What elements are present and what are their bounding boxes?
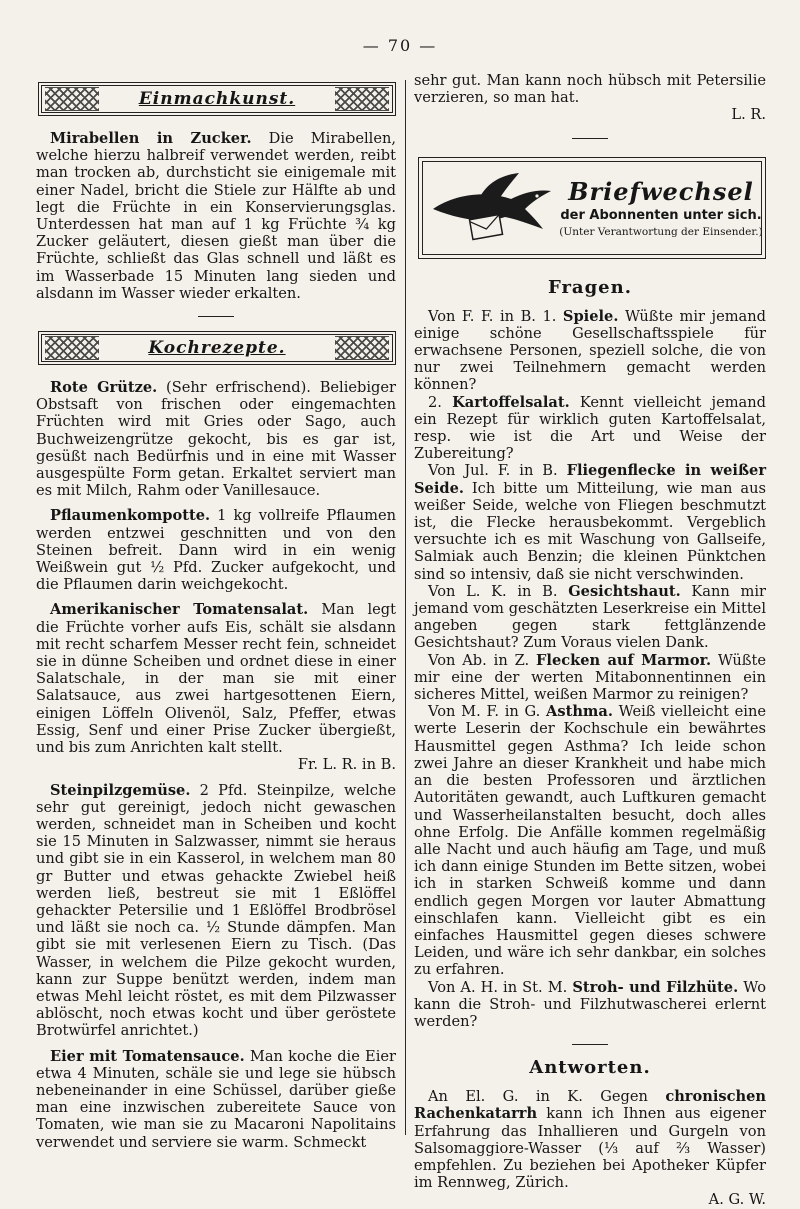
recipe-title: Eier mit Tomatensauce. (50, 1047, 245, 1065)
recipe-pflaumenkompotte: Pflaumenkompotte. 1 kg vollreife Pflaumen werden entzwei geschnitten und von den Steinen befreit. Dann wird in ein wenig Weißwein gut ½ Pfd. Zucker aufgekocht, und die Pflaumen darin weichgekocht. (36, 507, 396, 594)
signature: Fr. L. R. in B. (297, 756, 396, 774)
column-divider (405, 80, 406, 1135)
question-asthma: Von M. F. in G. Asthma. Weiß vielleicht eine werte Leserin der Kochschule ein bewährtes Hausmittel gegen Asthma? Ich leide schon zwei Jahre an dieser Krankheit und habe mich an die besten Professoren und ärztlichen Autoritäten gewandt, auch Luftkuren gemacht und Wasserheilanstalten besucht, doch alles ohne Erfolg. Die Anfälle kommen regelmäßig alle Nacht und auch häufig am Tage, und muß ich dann einige Stunden im Bette sitzen, wobei ich in starken Schweiß komme und dann endlich gegen Morgen vor lauter Abmattung einschlafen kann. Vielleicht gibt es ein einfaches Hausmittel gegen dieses schwere Leiden, und wäre ich sehr dankbar, ein solches zu erfahren. (414, 703, 766, 979)
briefwechsel-text (557, 177, 765, 238)
briefwechsel-header (418, 157, 766, 259)
briefwechsel-subtitle: der Abonnenten unter sich. (560, 208, 762, 224)
question-marmor: Von Ab. in Z. Flecken auf Marmor. Wüßte mir eine der werten Mitabonnentinnen ein sicheres Mittel, weißen Marmor zu reinigen? (414, 651, 766, 704)
separator-rule (572, 138, 608, 139)
section-title-einmachkunst: Einmachkunst. (138, 89, 296, 109)
recipe-steinpilzgemuese: Steinpilzgemüse. 2 Pfd. Steinpilze, welche sehr gut gereinigt, jedoch nicht gewaschen werden, schneidet man in Scheiben und kocht sie 15 Minuten in Salzwasser, nimmt sie heraus und gibt sie in ein Kasserol, in welchem man 80 gr Butter und etwas gehackte Zwiebel heiß werden ließ, bestreut sie mit 1 Eßlöffel gehackter Petersilie und 1 Eßlöffel Brodbrösel und läßt sie noch ca. ½ Stunde dämpfen. Man gibt sie mit verlesenen Eiern zu Tisch. (Das Wasser, in welchem die Pilze gekocht wurden, kann zur Suppe benützt werden, indem man etwas Mehl leicht röstet, es mit dem Pilzwasser ablöscht, noch etwas kocht und über geröstete Brotwürfel anrichtet.) (36, 781, 396, 1040)
question-gesichtshaut: Von L. K. in B. Gesichtshaut. Kann mir jemand vom geschätzten Leserkreise ein Mittel angeben gegen stark fettglänzende Gesichtshaut? Zum Voraus vielen Dank. (414, 582, 766, 652)
recipe-title: Steinpilzgemüse. (50, 781, 191, 799)
section-title-kochrezepte: Kochrezepte. (148, 338, 286, 359)
recipe-title: Rote Grütze. (50, 379, 158, 397)
recipe-title: Mirabellen in Zucker. (50, 130, 252, 147)
signature: A. G. W. (708, 1191, 766, 1209)
ornament-left-icon (45, 336, 99, 360)
separator-rule (198, 316, 234, 317)
separator-rule (572, 1044, 608, 1045)
einmachkunst-header (38, 82, 396, 116)
question-fliegenflecke: Von Jul. F. in B. Fliegenflecke in weißer Seide. Ich bitte um Mitteilung, wie man aus weißer Seide, welche von Fliegen beschmutzt ist, die Flecke herausbekommt. Vergeblich versuchte ich es mit Waschung von Gallseife, Salmiak auch Benzin; die kleinen Pünktchen sind so intensiv, daß sie nicht verschwinden. (414, 462, 767, 583)
section-title-fragen: Fragen. (547, 276, 632, 298)
recipe-title: Pflaumenkompotte. (50, 507, 211, 525)
ornament-left-icon (45, 87, 99, 111)
page-number: — 70 — (362, 36, 438, 55)
recipe-title: Amerikanischer Tomatensalat. (50, 601, 309, 619)
kochrezepte-header (38, 331, 396, 365)
ornament-right-icon (335, 336, 389, 360)
question-spiele: Von F. F. in B. 1. Spiele. Wüßte mir jemand einige schöne Gesellschaftsspiele für erwachsene Personen, speziell solche, die von nur zwei Teilnehmern gemacht werden können? (414, 307, 766, 394)
recipe-eier-tomatensauce: Eier mit Tomatensauce. Man koche die Eier etwa 4 Minuten, schäle sie und lege sie hübsch nebeneinander in eine Schüssel, darüber gieße man eine inzwischen zubereitete Sauce von Tomaten, wie man sie zu Macaroni Napolitains verwendet und serviere sie warm. Schmeckt (36, 1047, 396, 1151)
recipe-rote-gruetze: Rote Grütze. (Sehr erfrischend). Beliebiger Obstsaft von frischen oder eingemachten Früchten wird mit Gries oder Sago, auch Buchweizengrütze gekocht, bis es gar ist, gesüßt nach Bedürfnis und in eine mit Wasser ausgespülte Form getan. Erkaltet serviert man es mit Milch, Rahm oder Vanillesauce. (36, 379, 396, 500)
left-column (36, 72, 396, 1151)
briefwechsel-title: Briefwechsel (568, 177, 754, 207)
ornament-right-icon (335, 87, 389, 111)
section-title-antworten: Antworten. (529, 1057, 651, 1079)
signature: L. R. (731, 106, 766, 124)
answer-rachenkatarrh: An El. G. in K. Gegen chronischen Rachenkatarrh kann ich Ihnen aus eigener Erfahrung das Inhallieren und Gurgeln von Salsomaggiore-Wasser (⅓ auf ⅔ Wasser) empfehlen. Zu beziehen bei Apotheker Küpfer im Rennweg, Zürich. (414, 1088, 766, 1192)
question-strohhuete: Von A. H. in St. M. Stroh- und Filzhüte. Wo kann die Stroh- und Filzhutwascherei erlernt werden? (414, 978, 766, 1030)
question-kartoffelsalat: 2. Kartoffelsalat. Kennt vielleicht jemand ein Rezept für wirklich guten Kartoffelsalat, resp. wie ist die Art und Weise der Zubereitung? (414, 393, 766, 463)
briefwechsel-note: (Unter Verantwortung der Einsender.) (559, 226, 763, 239)
recipe-continuation: sehr gut. Man kann noch hübsch mit Petersilie verzieren, so man hat. (414, 72, 766, 107)
recipe-tomatensalat: Amerikanischer Tomatensalat. Man legt die Früchte vorher aufs Eis, schält sie alsdann mit recht scharfem Messer recht fein, schneidet sie in dünne Scheiben und ordnet diese in einer Salatschale, in der man sie mit einer Salatsauce, aus zwei hartgesottenen Eiern, einigen Löffeln Olivenöl, Salz, Pfeffer, etwas Essig, Senf und einer Prise Zucker übergießt, und bis zum Anrichten kalt stellt. (36, 601, 396, 757)
bird-with-letter-icon (427, 163, 557, 253)
recipe-mirabellen: Mirabellen in Zucker. Die Mirabellen, welche hierzu halbreif verwendet werden, reibt man trocken ab, durchsticht sie einigemale mit einer Nadel, bricht die Stiele zur Hälfte ab und legt die Früchte in ein Konservierungsglas. Unterdessen hat man auf 1 kg Früchte ¾ kg Zucker geläutert, diesen gießt man über die Früchte, schließt das Glas schnell und läßt es im Wasserbade 15 Minuten lang sieden und alsdann im Wasser wieder erkalten. (36, 130, 397, 302)
right-column (414, 72, 766, 1209)
